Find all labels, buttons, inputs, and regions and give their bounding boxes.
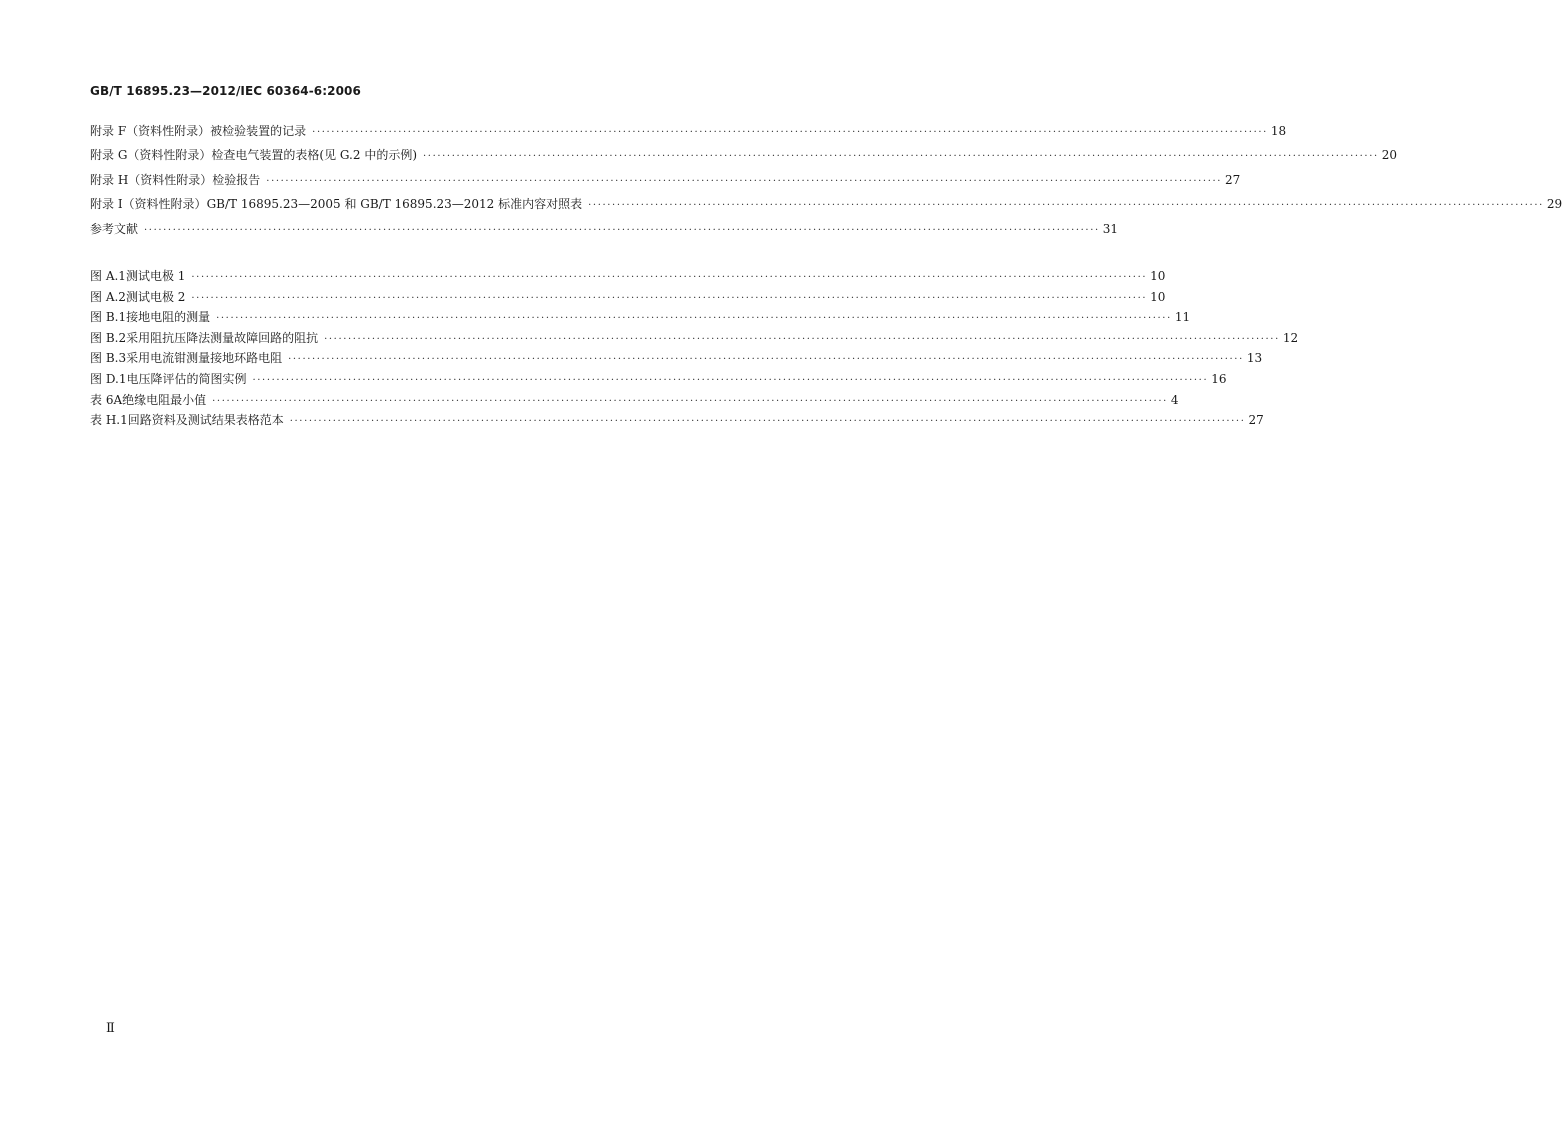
toc-entry[interactable] xyxy=(90,348,1263,369)
toc-entry[interactable] xyxy=(90,168,1241,192)
dot-leader: ········································································································································································································ xyxy=(288,354,1244,366)
toc-entry-page: 10 xyxy=(1150,269,1166,283)
toc-entry-title: 绝缘电阻最小值 xyxy=(122,392,207,407)
dot-leader: ········································································································································································································ xyxy=(216,313,1172,325)
toc-entry-page: 16 xyxy=(1211,371,1227,386)
toc-entry[interactable] xyxy=(90,192,1562,216)
toc-entry-label: 表 6A xyxy=(90,392,123,407)
toc-entry-page: 4 xyxy=(1170,392,1179,407)
dot-leader: ········································································································································································································ xyxy=(212,395,1168,407)
toc-entry-page: 10 xyxy=(1150,289,1166,304)
dot-leader: ········································································································································································································ xyxy=(312,127,1268,138)
toc-entry-page: 27 xyxy=(1225,172,1241,187)
document-header: GB/T 16895.23—2012/IEC 60364-6:2006 xyxy=(90,84,361,98)
page-number: Ⅱ xyxy=(106,1021,115,1036)
toc-entry-title: 采用电流钳测量接地环路电阻 xyxy=(126,351,283,366)
toc-entry-title: 测试电极 1 xyxy=(125,269,186,283)
toc-entry-page: 31 xyxy=(1102,221,1119,236)
dot-leader: ········································································································································································································ xyxy=(144,224,1100,236)
toc-entry[interactable] xyxy=(90,266,1166,287)
toc-entry[interactable] xyxy=(90,369,1227,390)
toc-entry-label: 图 B.2 xyxy=(90,330,127,345)
toc-entry-label: 图 B.3 xyxy=(90,351,127,366)
toc-entry-label: 图 A.1 xyxy=(90,269,126,283)
toc-entry-title: 接地电阻的测量 xyxy=(126,310,211,325)
toc-entry-title: 被检验装置的记录 xyxy=(210,124,307,138)
toc-entry-page: 12 xyxy=(1282,330,1299,345)
dot-leader: ········································································································································································································ xyxy=(423,151,1379,163)
toc-entry-label: 图 A.2 xyxy=(90,289,126,304)
toc-entry-label: 图 B.1 xyxy=(90,310,127,325)
toc-entry-label: 附录 H（资料性附录） xyxy=(90,172,213,187)
toc-entry[interactable] xyxy=(90,410,1264,431)
dot-leader: ········································································································································································································ xyxy=(191,292,1148,304)
toc-entry[interactable] xyxy=(90,119,1287,143)
dot-leader: ········································································································································································································ xyxy=(252,374,1209,386)
toc-entry-page: 29 xyxy=(1546,197,1562,212)
toc-entry-label: 参考文献 xyxy=(90,221,139,236)
toc-entry-label: 附录 F（资料性附录） xyxy=(90,124,211,138)
toc-entry-title: 回路资料及测试结果表格范本 xyxy=(127,413,284,428)
toc-entry[interactable] xyxy=(90,217,1119,241)
toc-entry-title: 测试电极 2 xyxy=(125,289,186,304)
toc-entry-page: 27 xyxy=(1248,413,1264,428)
toc-entry-page: 18 xyxy=(1270,124,1287,138)
toc-entry-page: 11 xyxy=(1174,310,1191,325)
toc-entry-title: 电压降评估的简图实例 xyxy=(126,371,247,386)
dot-leader: ········································································································································································································ xyxy=(289,416,1246,428)
dot-leader: ········································································································································································································ xyxy=(191,272,1148,283)
toc-entry-title: 检查电气装置的表格(见 G.2 中的示例) xyxy=(211,148,418,163)
toc-entry-title: GB/T 16895.23—2005 和 GB/T 16895.23—2012 标准内容对照表 xyxy=(206,197,583,212)
toc-entry[interactable] xyxy=(90,390,1179,411)
toc-entry-title: 采用阻抗压降法测量故障回路的阻抗 xyxy=(126,330,319,345)
toc-entry[interactable] xyxy=(90,143,1398,167)
toc-entry-label: 附录 G（资料性附录） xyxy=(90,148,212,163)
toc-entry[interactable] xyxy=(90,328,1299,349)
toc-entry-label: 附录 I（资料性附录） xyxy=(90,197,207,212)
toc-annex-list xyxy=(90,119,1562,241)
dot-leader: ········································································································································································································ xyxy=(324,333,1280,345)
toc-entry-page: 20 xyxy=(1381,148,1398,163)
toc-figure-list xyxy=(90,266,1299,431)
toc-entry[interactable] xyxy=(90,307,1191,328)
toc-entry-label: 表 H.1 xyxy=(90,413,128,428)
toc-entry-title: 检验报告 xyxy=(212,172,261,187)
toc-entry-page: 13 xyxy=(1246,351,1263,366)
dot-leader: ········································································································································································································ xyxy=(266,175,1223,187)
dot-leader: ········································································································································································································ xyxy=(588,200,1544,212)
toc-entry-label: 图 D.1 xyxy=(90,371,127,386)
toc-entry[interactable] xyxy=(90,287,1166,308)
